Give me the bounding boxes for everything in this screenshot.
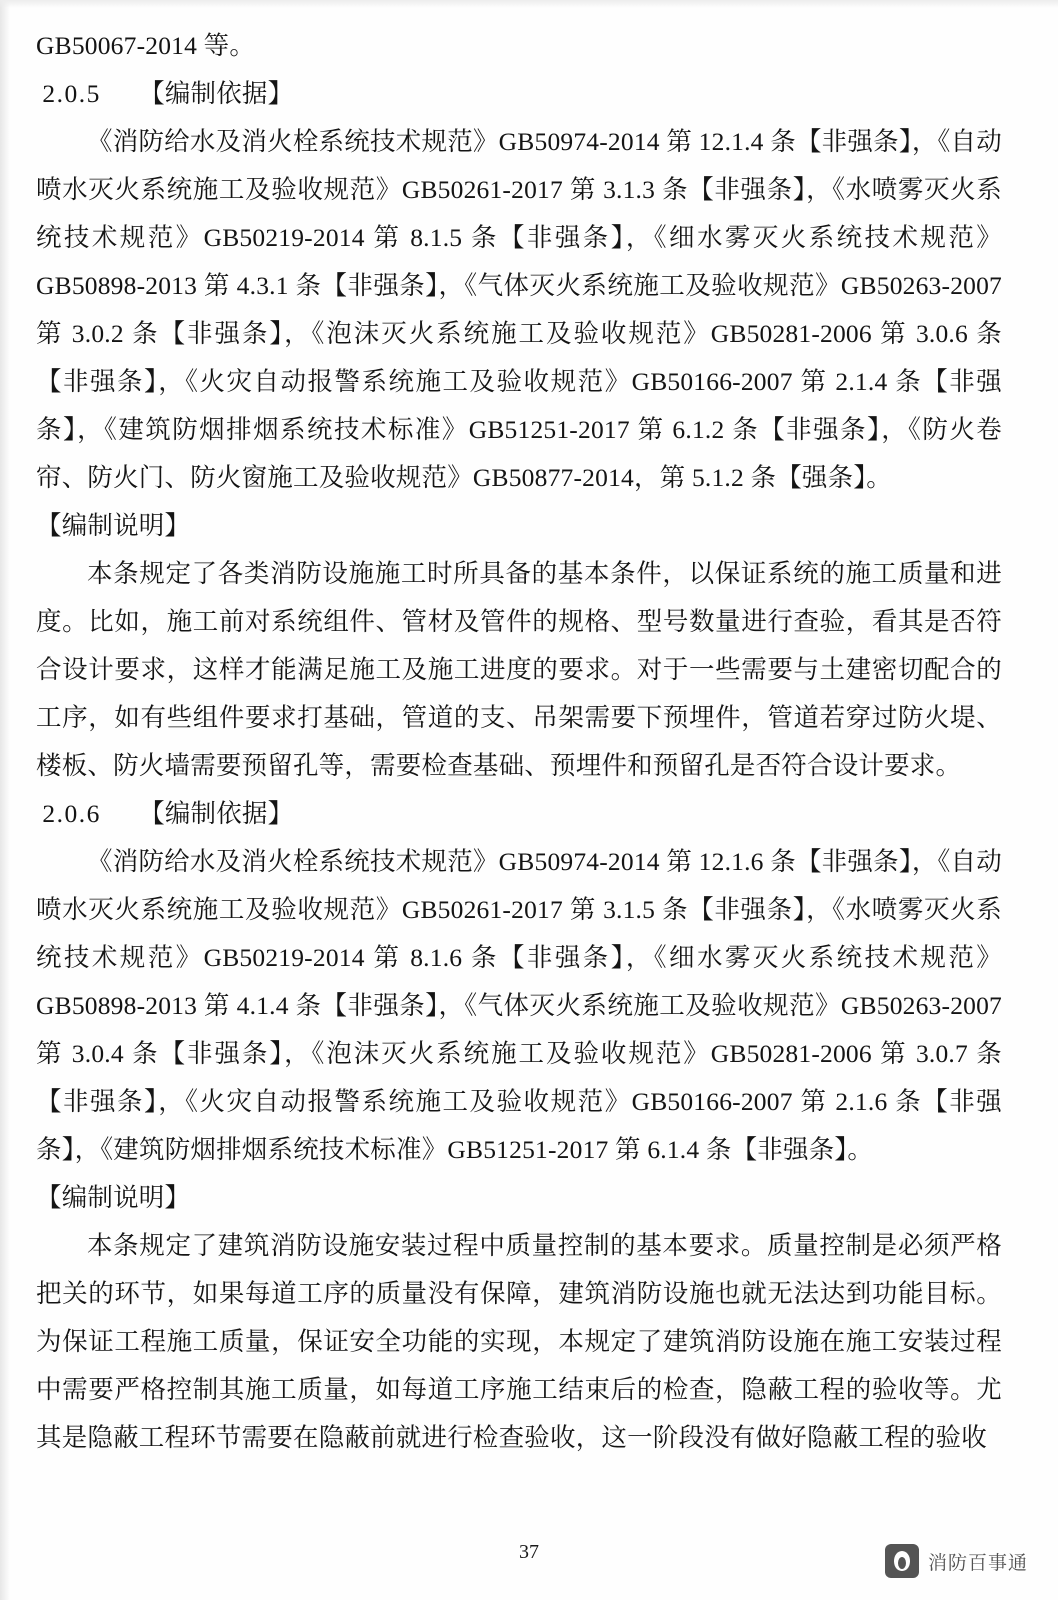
clause-basis-label-206: 【编制依据】 [139, 799, 294, 828]
scan-edge-top [0, 0, 1058, 8]
watermark [885, 1544, 1028, 1578]
flame-badge-icon [885, 1544, 919, 1578]
note-label-206: 【编制说明】 [36, 1183, 191, 1212]
watermark-label: 消防百事通 [927, 1551, 1028, 1574]
page-number: 37 [519, 1541, 539, 1563]
scan-edge-left [0, 0, 10, 1600]
paragraph-note-206: 本条规定了建筑消防设施安装过程中质量控制的基本要求。质量控制是必须严格把关的环节，如果每道工序的质量没有保障，建筑消防设施也就无法达到功能目标。为保证工程施工质量，保证安全功能的实现，本规定了建筑消防设施在施工安装过程中需要严格控制其施工质量，如每道工序施工结束后的检查，隐蔽工程的验收等。尤其是隐蔽工程环节需要在隐蔽前就进行检查验收，这一阶段没有做好隐蔽工程的验收 [36, 1231, 1002, 1452]
paragraph-basis-206: 《消防给水及消火栓系统技术规范》GB50974-2014 第 12.1.6 条【非强条】，《自动喷水灭火系统施工及验收规范》GB50261-2017 第 3.1.5 条【非强条】，《水喷雾灭火系统技术规范》GB50219-2014 第 8.1.6 条【非强条】，《细水雾灭火系统技术规范》GB50898-2013 第 4.1.4 条【非强条】，《气体灭火系统施工及验收规范》GB50263-2007 第 3.0.4 条【非强条】，《泡沫灭火系统施工及验收规范》GB50281-2006 第 3.0.7 条【非强条】，《火灾自动报警系统施工及验收规范》GB50166-2007 第 2.1.6 条【非强条】，《建筑防烟排烟系统技术标准》GB51251-2017 第 6.1.4 条【非强条】。 [36, 847, 1002, 1164]
clause-number-2-0-6: 2.0.6 [42, 799, 101, 828]
paragraph-note-205: 本条规定了各类消防设施施工时所具备的基本条件，以保证系统的施工质量和进度。比如，施工前对系统组件、管材及管件的规格、型号数量进行查验，看其是否符合设计要求，这样才能满足施工及施工进度的要求。对于一些需要与土建密切配合的工序，如有些组件要求打基础，管道的支、吊架需要下预埋件，管道若穿过防火堤、楼板、防火墙需要预留孔等，需要检查基础、预埋件和预留孔是否符合设计要求。 [36, 559, 1002, 780]
note-label-205: 【编制说明】 [36, 511, 191, 540]
clause-heading-2-0-6 [36, 790, 1002, 838]
clause-number-2-0-5: 2.0.5 [42, 79, 101, 108]
clause-heading-2-0-5 [36, 70, 1002, 118]
paragraph-continued-reference: GB50067-2014 等。 [36, 31, 256, 60]
clause-basis-label-205: 【编制依据】 [139, 79, 294, 108]
document-body [36, 22, 1002, 1462]
paragraph-basis-205: 《消防给水及消火栓系统技术规范》GB50974-2014 第 12.1.4 条【非强条】，《自动喷水灭火系统施工及验收规范》GB50261-2017 第 3.1.3 条【非强条】，《水喷雾灭火系统技术规范》GB50219-2014 第 8.1.5 条【非强条】，《细水雾灭火系统技术规范》GB50898-2013 第 4.3.1 条【非强条】，《气体灭火系统施工及验收规范》GB50263-2007 第 3.0.2 条【非强条】，《泡沫灭火系统施工及验收规范》GB50281-2006 第 3.0.6 条【非强条】，《火灾自动报警系统施工及验收规范》GB50166-2007 第 2.1.4 条【非强条】，《建筑防烟排烟系统技术标准》GB51251-2017 第 6.1.2 条【非强条】，《防火卷帘、防火门、防火窗施工及验收规范》GB50877-2014，第 5.1.2 条【强条】。 [36, 127, 1002, 492]
